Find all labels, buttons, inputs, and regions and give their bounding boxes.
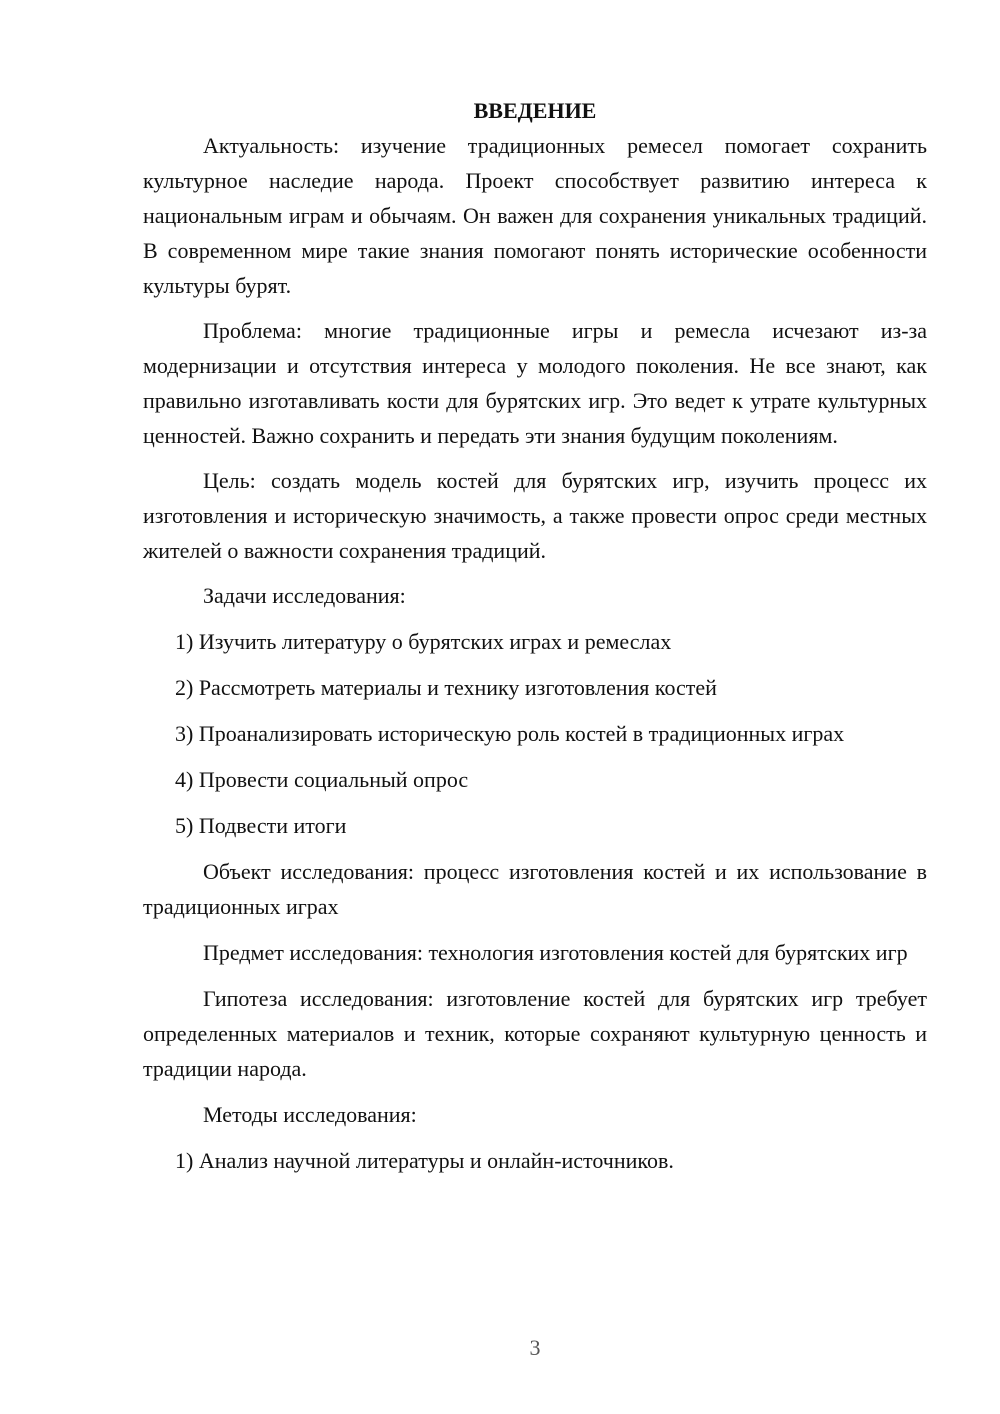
task-item-3: 3) Проанализировать историческую роль костей в традиционных играх	[175, 721, 845, 746]
tasks-heading: Задачи исследования:	[203, 583, 406, 608]
problem-paragraph: Проблема: многие традиционные игры и ремесла исчезают из-за модернизации и отсутствия интереса у молодого поколения. Не все знают, как правильно изготавливать кости для бурятских игр. Это ведет к утрате культурных ценностей. Важно сохранить и передать эти знания будущим поколениям.	[143, 318, 927, 448]
goal-paragraph: Цель: создать модель костей для бурятских игр, изучить процесс их изготовления и историческую значимость, а также провести опрос среди местных жителей о важности сохранения традиций.	[143, 468, 927, 563]
task-item-2: 2) Рассмотреть материалы и технику изготовления костей	[175, 675, 717, 700]
section-title: ВВЕДЕНИЕ	[473, 98, 597, 123]
task-item-5: 5) Подвести итоги	[175, 813, 347, 838]
relevance-paragraph: Актуальность: изучение традиционных ремесел помогает сохранить культурное наследие народа. Проект способствует развитию интереса к национальным играм и обычаям. Он важен для сохранения уникальных традиций. В современном мире такие знания помогают понять исторические особенности культуры бурят.	[143, 133, 927, 298]
hypothesis-paragraph: Гипотеза исследования: изготовление костей для бурятских игр требует определенных материалов и техник, которые сохраняют культурную ценность и традиции народа.	[143, 986, 927, 1081]
object-paragraph: Объект исследования: процесс изготовления костей и их использование в традиционных играх	[143, 859, 927, 919]
methods-heading: Методы исследования:	[203, 1102, 417, 1127]
task-item-1: 1) Изучить литературу о бурятских играх и ремеслах	[175, 629, 672, 654]
page-content	[143, 93, 927, 1178]
subject-paragraph: Предмет исследования: технология изготовления костей для бурятских игр	[203, 940, 908, 965]
page-number: 3	[529, 1335, 541, 1360]
task-item-4: 4) Провести социальный опрос	[175, 767, 469, 792]
method-item-1: 1) Анализ научной литературы и онлайн-источников.	[175, 1148, 674, 1173]
